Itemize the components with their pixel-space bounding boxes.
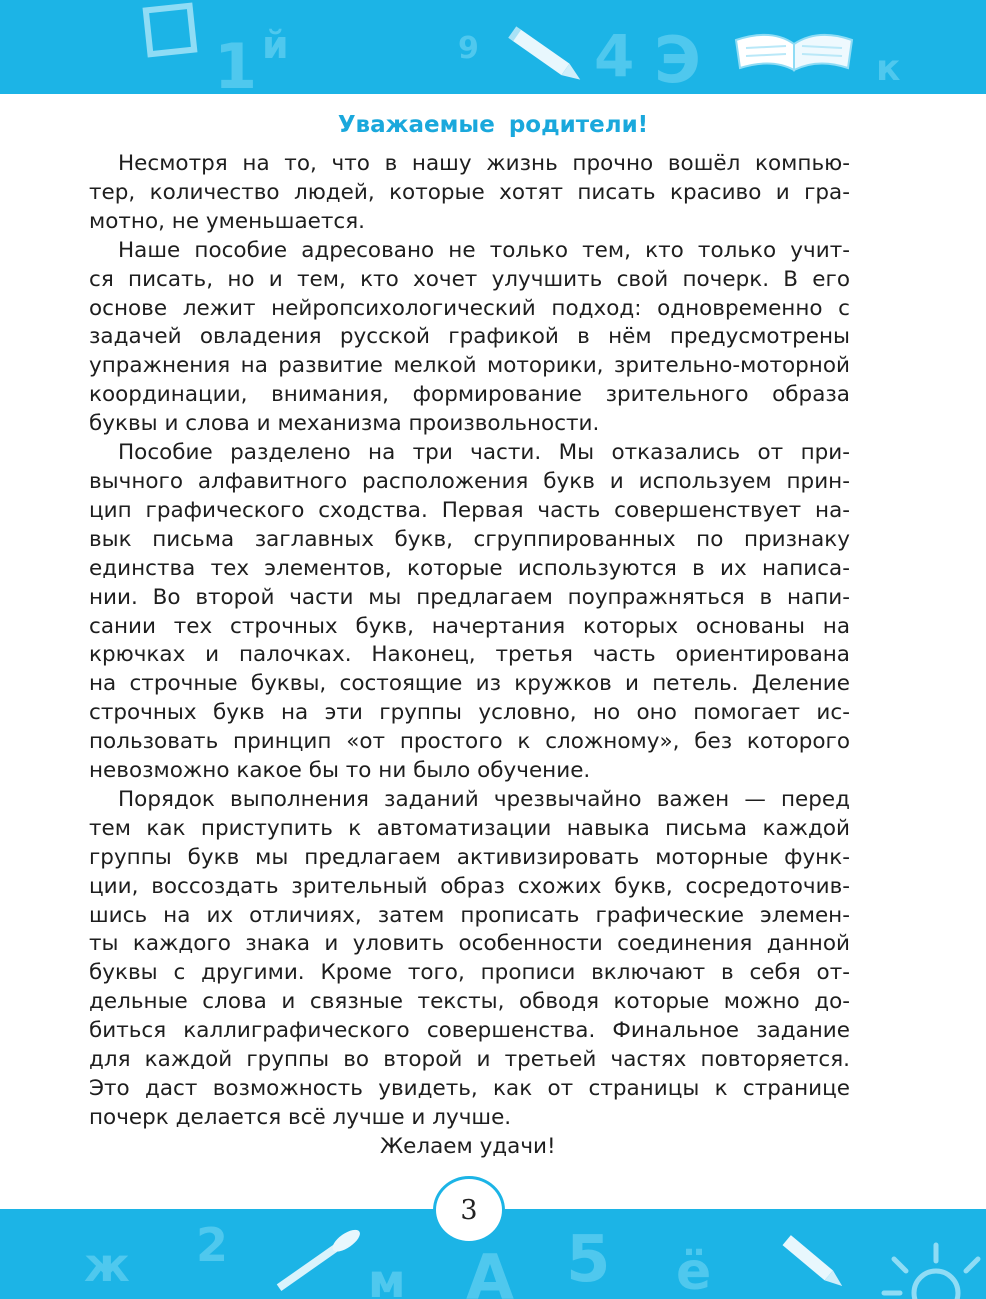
text-line: вык письма заглавных букв, сгруппированных по признаку — [89, 526, 850, 552]
text-line: буквы с другими. Кроме того, прописи включают в себя от- — [89, 960, 850, 986]
page-title: Уважаемые родители! — [337, 112, 649, 138]
pencil-icon — [508, 26, 584, 85]
letter-short-i-icon: й — [262, 23, 289, 67]
text-line: для каждой группы во второй и третьей частях повторяется. — [89, 1047, 850, 1073]
text-line: вычного алфавитного расположения букв и используем прин- — [89, 468, 850, 494]
pencil-icon — [783, 1235, 847, 1291]
text-line: тем как приступить к автоматизации навыка письма каждой — [89, 815, 850, 841]
text-line: тер, количество людей, которые хотят писать красиво и гра- — [89, 179, 850, 205]
header-band — [0, 0, 986, 94]
paragraph-2 — [89, 237, 850, 439]
letter-e-icon: Э — [654, 24, 701, 94]
paragraph-4 — [89, 786, 850, 1133]
letter-a-icon: А — [466, 1241, 514, 1299]
text-line: биться каллиграфического совершенства. Финальное задание — [89, 1018, 850, 1044]
text-line: группы букв мы предлагаем активизировать моторные функ- — [89, 844, 850, 870]
text-line: единства тех элементов, которые используются в их написа- — [89, 555, 850, 581]
digit-five-icon: 5 — [566, 1223, 611, 1297]
text-line: почерк делается всё лучше и лучше. — [89, 1104, 512, 1130]
letter-m-icon: м — [368, 1254, 406, 1299]
text-line: координации, внимания, формирование зрительного образа — [89, 382, 850, 408]
text-line: шись на их отличиях, затем прописать графические элемен- — [89, 902, 850, 928]
page-number: 3 — [433, 1176, 505, 1244]
header-decorations — [0, 0, 986, 94]
text-line: Несмотря на то, что в нашу жизнь прочно вошёл компью- — [118, 151, 850, 176]
letter-k-icon: к — [876, 48, 901, 89]
letter-yo-icon: ё — [676, 1242, 712, 1299]
text-line: строчных букв на эти группы условно, но оно помогает ис- — [89, 700, 850, 726]
digit-two-icon: 2 — [196, 1218, 229, 1272]
text-line: цип графического сходства. Первая часть совершенствует на- — [89, 497, 850, 523]
text-line: на строчные буквы, состоящие из кружков и петель. Деление — [89, 671, 850, 697]
closing-line: Желаем удачи! — [380, 1133, 556, 1159]
text-line: Наше пособие адресовано не только тем, кто только учит- — [118, 237, 850, 263]
digit-nine-icon: 9 — [458, 31, 479, 66]
text-line: Это даст возможность увидеть, как от страницы к странице — [89, 1076, 850, 1101]
text-line: ты каждого знака и уловить особенности соединения данной — [89, 931, 850, 957]
digit-four-icon: 4 — [594, 22, 635, 90]
text-line: мотно, не уменьшается. — [89, 208, 365, 234]
text-line: Порядок выполнения заданий чрезвычайно важен — перед — [118, 786, 850, 812]
sun-icon — [884, 1245, 978, 1299]
text-line: ции, воссоздать зрительный образ схожих букв, сосредоточив- — [89, 873, 850, 899]
letter-body — [89, 150, 850, 1162]
digit-one-icon: 1 — [214, 30, 258, 94]
text-line: нии. Во второй части мы предлагаем поупражняться в напи- — [89, 584, 850, 610]
text-line: задачей овладения русской графикой в нём предусмотрены — [89, 324, 850, 350]
paragraph-3 — [89, 439, 850, 786]
brush-icon — [275, 1226, 363, 1294]
text-line: невозможно какое бы то ни было обучение. — [89, 758, 591, 784]
text-line: буквы и слова и механизма произвольности. — [89, 411, 600, 437]
paragraph-1 — [89, 150, 850, 237]
text-line: крючках и палочках. Наконец, третья часть ориентирована — [89, 642, 850, 668]
text-line: основе лежит нейропсихологический подход: одновременно с — [89, 295, 850, 321]
text-line: пользовать принцип «от простого к сложному», без которого — [89, 729, 850, 755]
text-line: ся писать, но и тем, кто хочет улучшить свой почерк. В его — [89, 266, 850, 292]
text-line: Пособие разделено на три части. Мы отказались от при- — [118, 440, 850, 466]
square-icon — [146, 6, 194, 54]
open-book-icon — [736, 35, 852, 70]
text-line: упражнения на развитие мелкой моторики, зрительно-моторной — [89, 353, 850, 379]
text-line: дельные слова и связные тексты, обводя которые можно до- — [89, 989, 850, 1015]
text-line: сании тех строчных букв, начертания которых основаны на — [89, 613, 850, 639]
letter-zh-icon: ж — [84, 1238, 130, 1292]
